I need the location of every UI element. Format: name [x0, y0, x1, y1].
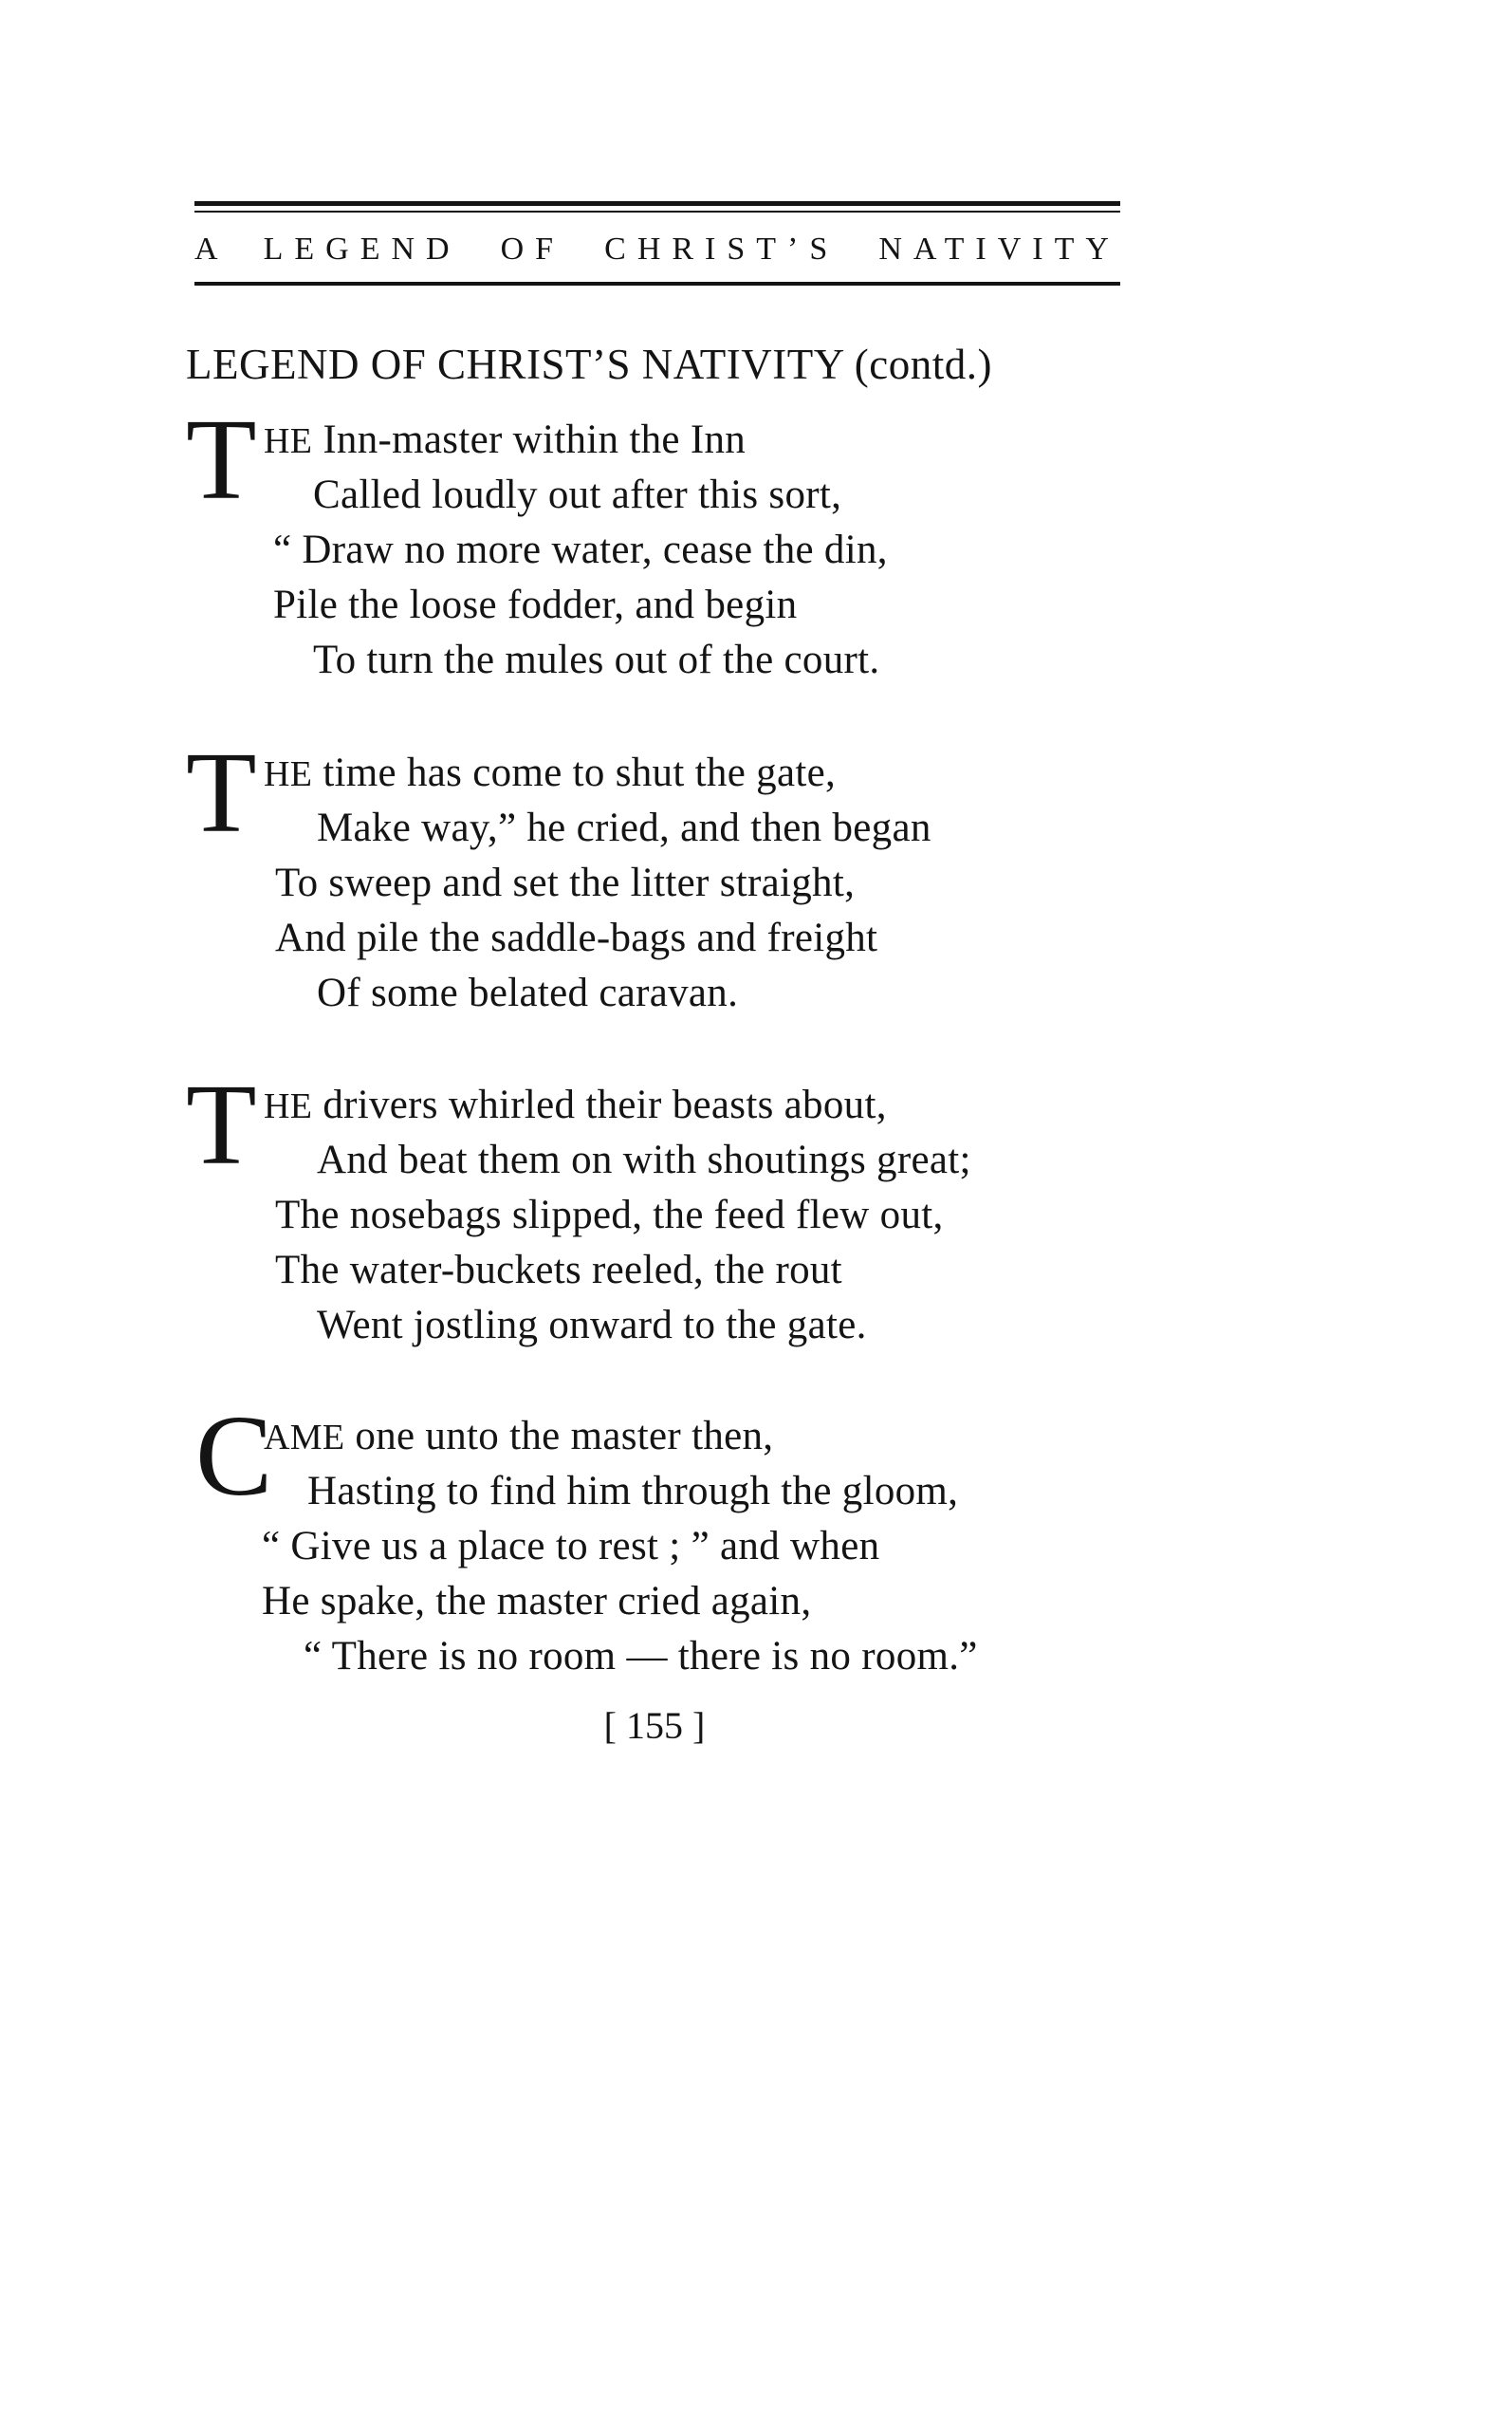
drop-cap: T — [186, 396, 257, 524]
verse-line: He spake, the master cried again, — [262, 1579, 812, 1623]
verse-line: And beat them on with shoutings great; — [317, 1138, 971, 1182]
header-rule-thin — [194, 211, 1120, 213]
running-head-word: OF — [500, 232, 565, 267]
drop-cap: T — [186, 1061, 257, 1189]
verse-lead: HE — [264, 1086, 313, 1126]
verse-line — [264, 1409, 773, 1465]
verse-lead: HE — [264, 421, 313, 461]
verse-line — [264, 746, 836, 802]
running-head — [194, 226, 1120, 273]
verse-line-text: time has come to shut the gate, — [312, 751, 837, 795]
verse-line: To turn the mules out of the court. — [313, 638, 880, 682]
verse-line-text: drivers whirled their beasts about, — [312, 1083, 887, 1127]
verse-line: Called loudly out after this sort, — [313, 473, 842, 517]
header-rule-thick — [194, 201, 1120, 206]
verse-line: “ Draw no more water, cease the din, — [273, 528, 888, 572]
drop-cap: T — [186, 729, 257, 857]
verse-line: Of some belated caravan. — [317, 971, 739, 1015]
drop-cap: C — [195, 1392, 273, 1520]
header-rule-bottom — [194, 282, 1120, 286]
verse-line: The water-buckets reeled, the rout — [275, 1248, 842, 1292]
verse-line-text: one unto the master then, — [344, 1414, 774, 1458]
verse-lead: AME — [264, 1418, 345, 1457]
running-head-word: CHRIST’S — [604, 232, 839, 267]
verse-line: Hasting to find him through the gloom, — [307, 1469, 959, 1513]
verse-lead: HE — [264, 754, 313, 794]
verse-line: Make way,” he cried, and then began — [317, 806, 931, 850]
verse-line: “ There is no room — there is no room.” — [304, 1634, 978, 1679]
verse-line: “ Give us a place to rest ; ” and when — [262, 1524, 880, 1568]
verse-line — [264, 413, 746, 469]
running-head-word: A — [194, 232, 224, 267]
page-number: [ 155 ] — [603, 1704, 706, 1747]
verse-line: To sweep and set the litter straight, — [275, 861, 856, 905]
section-title: LEGEND OF CHRIST’S NATIVITY (contd.) — [186, 341, 992, 388]
running-head-word: NATIVITY — [878, 232, 1120, 267]
verse-line-text: Inn-master within the Inn — [312, 417, 747, 462]
verse-line: Went jostling onward to the gate. — [317, 1303, 867, 1347]
running-head-word: LEGEND — [263, 232, 461, 267]
verse-line: And pile the saddle-bags and freight — [275, 916, 878, 960]
verse-line: Pile the loose fodder, and begin — [273, 583, 798, 627]
verse-line — [264, 1078, 887, 1134]
verse-line: The nosebags slipped, the feed flew out, — [275, 1193, 944, 1237]
